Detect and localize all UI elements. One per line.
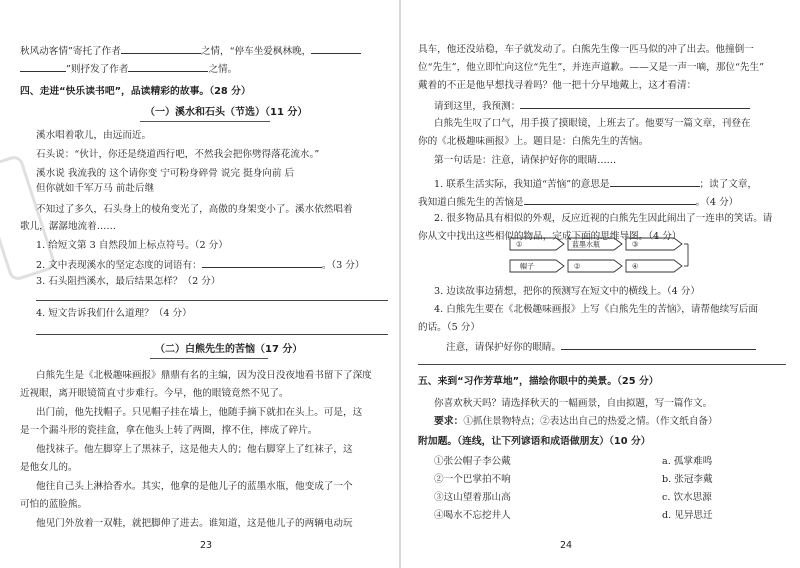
- diagram-label: ②: [574, 262, 581, 271]
- diagram-label: 帽子: [520, 262, 534, 271]
- question-text: 。（4 分）: [695, 197, 739, 208]
- intro-text: ”则抒发了作者: [66, 64, 129, 75]
- question-text: ；读了文章，: [699, 179, 758, 190]
- passage-2-line: 具车，他还没站稳，车子就发动了。白熊先生像一匹马似的冲了出去。他撞倒一: [418, 44, 754, 55]
- proverb-item[interactable]: ②一个巴掌拍不响: [434, 474, 511, 485]
- passage-1-line: 溪水说 我流我的 这个请你变 宁可粉身碎骨 说完 挺身向前 后: [36, 168, 295, 179]
- question-3: 3. 石头阻挡溪水，最后结果怎样？（2 分）: [36, 276, 221, 287]
- essay-requirements: [434, 416, 718, 428]
- extra-question-title: 附加题。（连线，让下列谚语和成语做朋友）（10 分）: [418, 436, 651, 447]
- question-r4-note: [446, 340, 756, 354]
- mind-map-diagram: [508, 234, 690, 278]
- answer-blank[interactable]: [520, 99, 750, 109]
- idiom-item[interactable]: a. 孤掌难鸣: [662, 456, 713, 467]
- intro-text: 秋风动客情”寄托了作者: [20, 46, 121, 57]
- answer-blank[interactable]: [610, 177, 700, 187]
- answer-line[interactable]: [36, 334, 388, 335]
- passage-2-line: 出门前，他先找帽子。只见帽子挂在墙上，他随手摘下就扣在头上。可是，这: [36, 407, 363, 418]
- essay-prompt: 你喜欢秋天吗？请选择秋天的一幅画景，自由拟题，写一篇作文。: [434, 398, 713, 409]
- diagram-label: ①: [516, 240, 523, 249]
- answer-blank[interactable]: [311, 44, 361, 54]
- title-underline: [150, 358, 268, 359]
- requirements-text: ①抓住景物特点；②表达出自己的热爱之情。（作文纸自备）: [463, 416, 718, 427]
- question-text: 1. 联系生活实际，我知道“苦恼”的意思是: [434, 179, 610, 190]
- passage-1-line: 歌儿，潺潺地流着……: [20, 221, 116, 232]
- answer-line[interactable]: [36, 300, 388, 301]
- section-5-title: 五、来到“习作芳草地”，描绘你眼中的美景。（25 分）: [418, 376, 659, 387]
- question-2: [36, 258, 364, 272]
- section-4-title: 四、走进“快乐读书吧”，品读精彩的故事。（28 分）: [20, 86, 251, 97]
- passage-2-title: （二）白熊先生的苦恼（17 分）: [155, 344, 303, 355]
- diagram-label: ④: [632, 262, 639, 271]
- passage-2-line: 可怕的蓝脸熊。: [20, 499, 88, 510]
- passage-2-line: 是一个漏斗形的瓷挂盒，拿在他头上转了两圈，撑不住，摔成了碎片。: [20, 425, 318, 436]
- passage-1-title: （一）溪水和石头（节选）（11 分）: [145, 107, 308, 118]
- intro-text: 之情，“停车坐爱枫林晚，: [200, 46, 312, 57]
- idiom-item[interactable]: d. 见异思迁: [662, 510, 713, 521]
- page-number: 24: [560, 540, 573, 551]
- question-1: 1. 给短文第 3 自然段加上标点符号。（2 分）: [36, 240, 228, 251]
- proverb-item[interactable]: ③这山望着那山高: [434, 492, 511, 503]
- answer-blank[interactable]: [121, 44, 201, 54]
- title-underline: [140, 121, 270, 122]
- idiom-item[interactable]: b. 张冠李戴: [662, 474, 713, 485]
- passage-2-line: 近视眼，离开眼镜简直寸步难行。今早，他的眼镜竟然不见了。: [20, 388, 289, 399]
- question-r1: [434, 177, 757, 191]
- passage-2-line: 白熊先生叹了口气，用手摸了摸眼镜，上班去了。他要写一篇文章，刊登在: [434, 118, 751, 129]
- passage-2-line: 他往自己头上淋拾香水。其实，他拿的是他儿子的蓝墨水瓶，他变成了一个: [36, 481, 353, 492]
- page-24: [400, 0, 800, 568]
- passage-1-line: 但你就如千军万马 前赴后继: [36, 183, 155, 194]
- diagram-label: 蓝墨水瓶: [572, 240, 600, 249]
- note-text: 注意，请保护好你的眼睛。: [446, 342, 562, 353]
- answer-blank[interactable]: [20, 62, 66, 72]
- passage-2-line: 位“先生”，他立即忙向这位“先生”，并连声道歉。——又是一声一嘀，那位“先生”: [418, 62, 765, 73]
- answer-blank[interactable]: [524, 195, 696, 205]
- answer-blank[interactable]: [561, 340, 756, 350]
- answer-blank[interactable]: [128, 62, 208, 72]
- question-r3: 3. 边读故事边猜想，把你的预测写在短文中的横线上。（4 分）: [434, 286, 700, 297]
- question-r1-cont: [418, 195, 738, 209]
- intro-text: 之情。: [208, 64, 238, 75]
- intro-line-2: [20, 62, 237, 76]
- question-text: 我知道白熊先生的苦恼是: [418, 197, 524, 208]
- prediction-line: [434, 99, 750, 113]
- passage-2-line: 白熊先生是《北极趣味画报》鼎鼎有名的主编，因为没日没夜地看书留下了深度: [36, 370, 372, 381]
- proverb-item[interactable]: ④喝水不忘挖井人: [434, 510, 511, 521]
- requirements-label: 要求：: [434, 416, 464, 427]
- idiom-item[interactable]: c. 饮水思源: [662, 492, 712, 503]
- passage-text: 请到这里，我预测：: [434, 101, 521, 112]
- diagram-arrow-box[interactable]: [510, 260, 564, 272]
- passage-2-line: 他见门外放着一双鞋，就把脚伸了进去。谁知道，这是他儿子的两辆电动玩: [36, 518, 353, 529]
- passage-2-line: 戴着的不正是他早想找寻着吗？他一把十分早地戴上，这才看清：: [418, 80, 697, 91]
- page-number: 23: [200, 540, 213, 551]
- passage-2-line: 你的《北极趣味画报》上。题目是：白熊先生的苦恼。: [418, 136, 649, 147]
- passage-2-line: 第一句话是：注意，请保护好你的眼睛……: [434, 155, 617, 166]
- intro-line-1: [20, 44, 361, 58]
- question-r2: 2. 很多物品具有相似的外观，反应近视的白熊先生因此闹出了一连串的笑话。请: [434, 213, 773, 224]
- question-r4-cont: 的话。（5 分）: [418, 322, 480, 333]
- answer-line[interactable]: [418, 364, 786, 365]
- question-r2-cont: 你从文中找出这些相似的物品，完成下面的思维导图。（4 分）: [418, 231, 682, 242]
- diagram-label: ③: [632, 240, 639, 249]
- question-4: 4. 短文告诉我们什么道理？（4 分）: [36, 308, 192, 319]
- question-text: 。（3 分）: [321, 260, 365, 271]
- passage-1-line: 溪水唱着歌儿，由远而近。: [36, 130, 152, 141]
- answer-blank[interactable]: [202, 258, 322, 268]
- passage-1-line: 不知过了多久，石头身上的棱角变光了，高傲的身架变小了。溪水依然唱着: [36, 204, 353, 215]
- question-r4: 4. 白熊先生要在《北极趣味画报》上写《白熊先生的苦恼》，请帮他续写后面: [434, 304, 758, 315]
- proverb-item[interactable]: ①张公帽子李公戴: [434, 456, 511, 467]
- passage-2-line: 他找袜子。他左脚穿上了黑袜子，这是他夫人的；他右脚穿上了红袜子，这: [36, 444, 353, 455]
- passage-1-line: 石头说：“伙计，你还是绕道西行吧，不然我会把你劈得落花流水。”: [36, 149, 320, 160]
- question-text: 2. 文中表现溪水的坚定态度的词语有：: [36, 260, 202, 271]
- passage-2-line: 是他女儿的。: [20, 462, 78, 473]
